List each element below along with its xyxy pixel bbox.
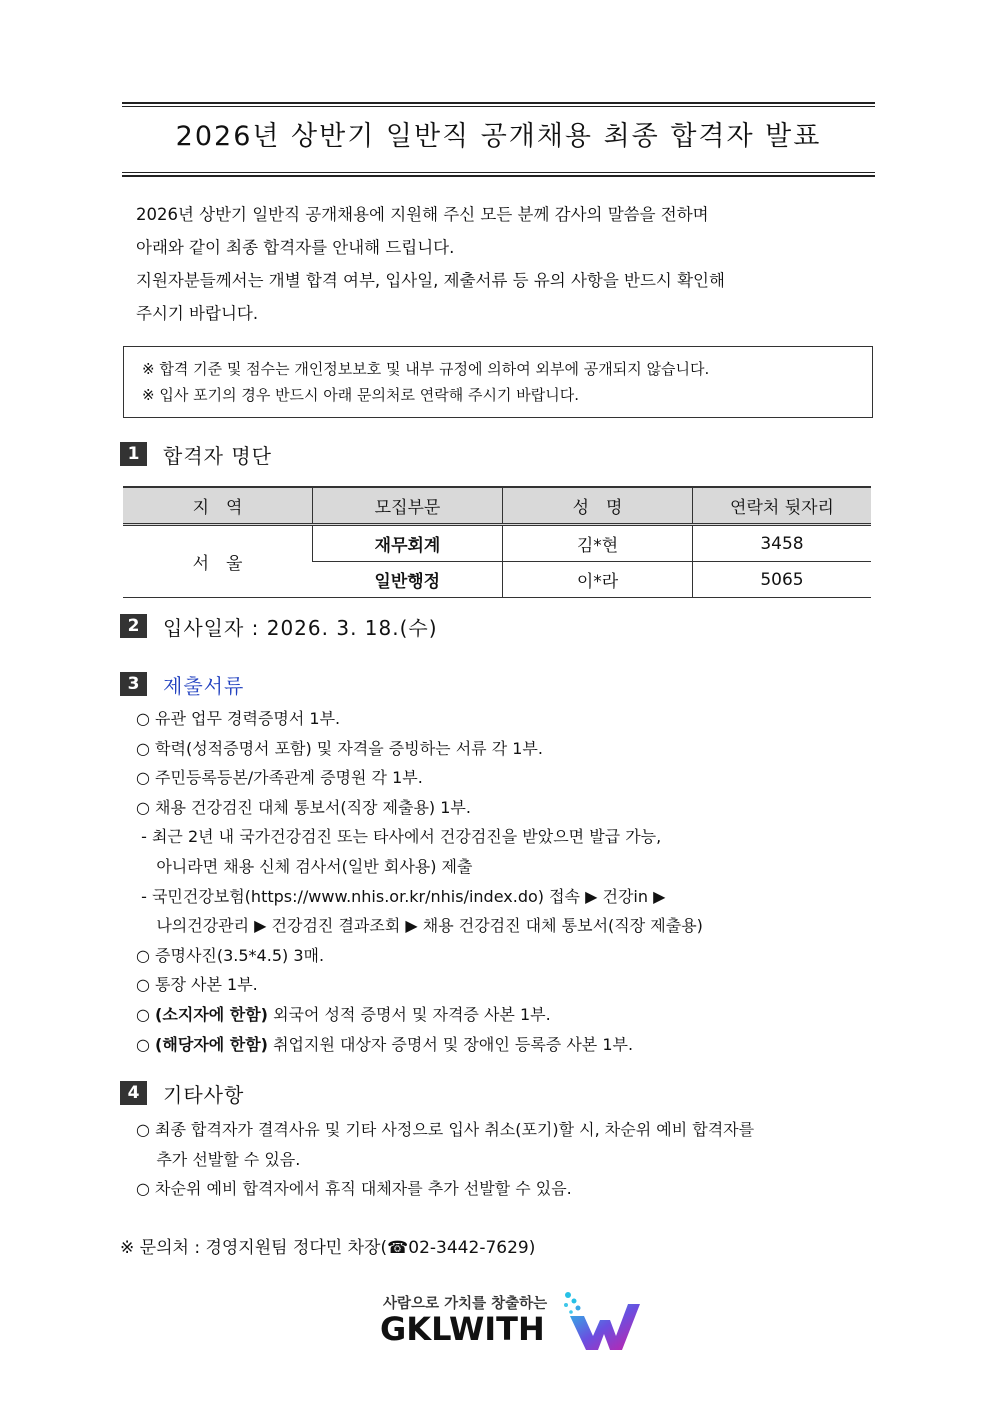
section-title: 기타사항	[163, 1082, 245, 1107]
logo-wordmark: GKLWITH	[380, 1310, 545, 1348]
list-item: ○ 유관 업무 경력증명서 1부.	[136, 709, 341, 728]
section-title: 합격자 명단	[163, 443, 272, 468]
title-rule-top-thin	[122, 106, 875, 107]
list-item	[136, 1030, 876, 1060]
other-notes-list	[136, 1115, 876, 1204]
section-number-badge: 1	[120, 442, 147, 466]
section-number-badge: 2	[120, 614, 147, 638]
intro-line: 아래와 같이 최종 합격자를 안내해 드립니다.	[136, 238, 455, 257]
intro-paragraph	[136, 198, 856, 330]
list-item: ○ 학력(성적증명서 포함) 및 자격을 증빙하는 서류 각 1부.	[136, 738, 543, 758]
name-cell: 김*현	[503, 525, 693, 562]
table-header-row	[123, 487, 871, 525]
list-item: ○ 주민등록등본/가족관계 증명원 각 1부.	[136, 768, 423, 788]
notice-line: ※ 입사 포기의 경우 반드시 아래 문의처로 연락해 주시기 바랍니다.	[142, 386, 579, 404]
title-rule-bottom-thick	[122, 175, 875, 177]
intro-line: 지원자분들께서는 개별 합격 여부, 입사일, 제출서류 등 유의 사항을 반드시 확인해	[136, 271, 725, 290]
company-logo	[380, 1290, 650, 1356]
list-item	[136, 1000, 876, 1030]
column-header-region: 지 역	[123, 487, 313, 525]
department-cell: 재무회계	[313, 525, 503, 562]
list-item: ○ 증명사진(3.5*4.5) 3매.	[136, 945, 325, 965]
column-header-department: 모집부문	[313, 487, 503, 525]
title-rule-bottom-thin	[122, 172, 875, 173]
condition-label: (해당자에 한함)	[155, 1034, 268, 1054]
list-item: ○ 채용 건강검진 대체 통보서(직장 제출용) 1부.	[136, 797, 471, 817]
column-header-name: 성 명	[503, 487, 693, 525]
table-row	[123, 525, 871, 562]
notice-line: ※ 합격 기준 및 점수는 개인정보보호 및 내부 규정에 의하여 외부에 공개되지 않습니다.	[142, 360, 710, 378]
section-4-heading	[120, 1080, 244, 1106]
logo-tagline: 사람으로 가치를 창출하는	[383, 1296, 548, 1312]
list-item: 추가 선발할 수 있음.	[136, 1149, 301, 1169]
list-item: 나의건강관리 ▶ 건강검진 결과조회 ▶ 채용 건강검진 대체 통보서(직장 제출용)	[136, 916, 703, 936]
intro-line: 2026년 상반기 일반직 공개채용에 지원해 주신 모든 분께 감사의 말씀을 전하며	[136, 205, 709, 224]
name-cell: 이*라	[503, 562, 693, 598]
contact-info: ※ 문의처 : 경영지원팀 정다민 차장(☎02-3442-7629)	[120, 1238, 536, 1258]
list-item-text: 취업지원 대상자 증명서 및 장애인 등록증 사본 1부.	[267, 1034, 634, 1054]
section-1-heading	[120, 441, 272, 467]
page-title: 2026년 상반기 일반직 공개채용 최종 합격자 발표	[175, 121, 822, 152]
notice-box	[123, 346, 873, 418]
list-item-text: 외국어 성적 증명서 및 자격증 사본 1부.	[267, 1004, 551, 1024]
intro-line: 주시기 바랍니다.	[136, 304, 259, 323]
section-number-badge: 3	[120, 672, 147, 696]
section-title: 제출서류	[163, 673, 245, 698]
section-2-heading	[120, 613, 438, 639]
title-rule-top-thick	[122, 102, 875, 104]
list-item: 아니라면 채용 신체 검사서(일반 회사용) 제출	[136, 856, 473, 876]
section-title: 입사일자 : 2026. 3. 18.(수)	[163, 615, 438, 640]
list-item: - 최근 2년 내 국가건강검진 또는 타사에서 건강검진을 받았으면 발급 가능,	[136, 827, 662, 847]
successful-candidates-table	[123, 486, 871, 598]
region-cell: 서 울	[123, 525, 313, 598]
required-documents-list	[136, 704, 876, 1059]
section-number-badge: 4	[120, 1081, 147, 1105]
list-item: ○ 통장 사본 1부.	[136, 975, 258, 995]
condition-label: (소지자에 한함)	[155, 1004, 268, 1024]
column-header-phone: 연락처 뒷자리	[693, 487, 872, 525]
phone-cell: 5065	[693, 562, 872, 598]
section-3-heading	[120, 671, 244, 697]
list-item: - 국민건강보험(https://www.nhis.or.kr/nhis/index.do) 접속 ▶ 건강in ▶	[136, 886, 666, 906]
department-cell: 일반행정	[313, 562, 503, 598]
phone-cell: 3458	[693, 525, 872, 562]
list-item: ○ 최종 합격자가 결격사유 및 기타 사정으로 입사 취소(포기)할 시, 차순위 예비 합격자를	[136, 1120, 755, 1139]
list-bullet: ○	[136, 1034, 156, 1054]
logo-w-mark-icon	[560, 1290, 648, 1356]
list-bullet: ○	[136, 1004, 156, 1024]
list-item: ○ 차순위 예비 합격자에서 휴직 대체자를 추가 선발할 수 있음.	[136, 1179, 572, 1199]
